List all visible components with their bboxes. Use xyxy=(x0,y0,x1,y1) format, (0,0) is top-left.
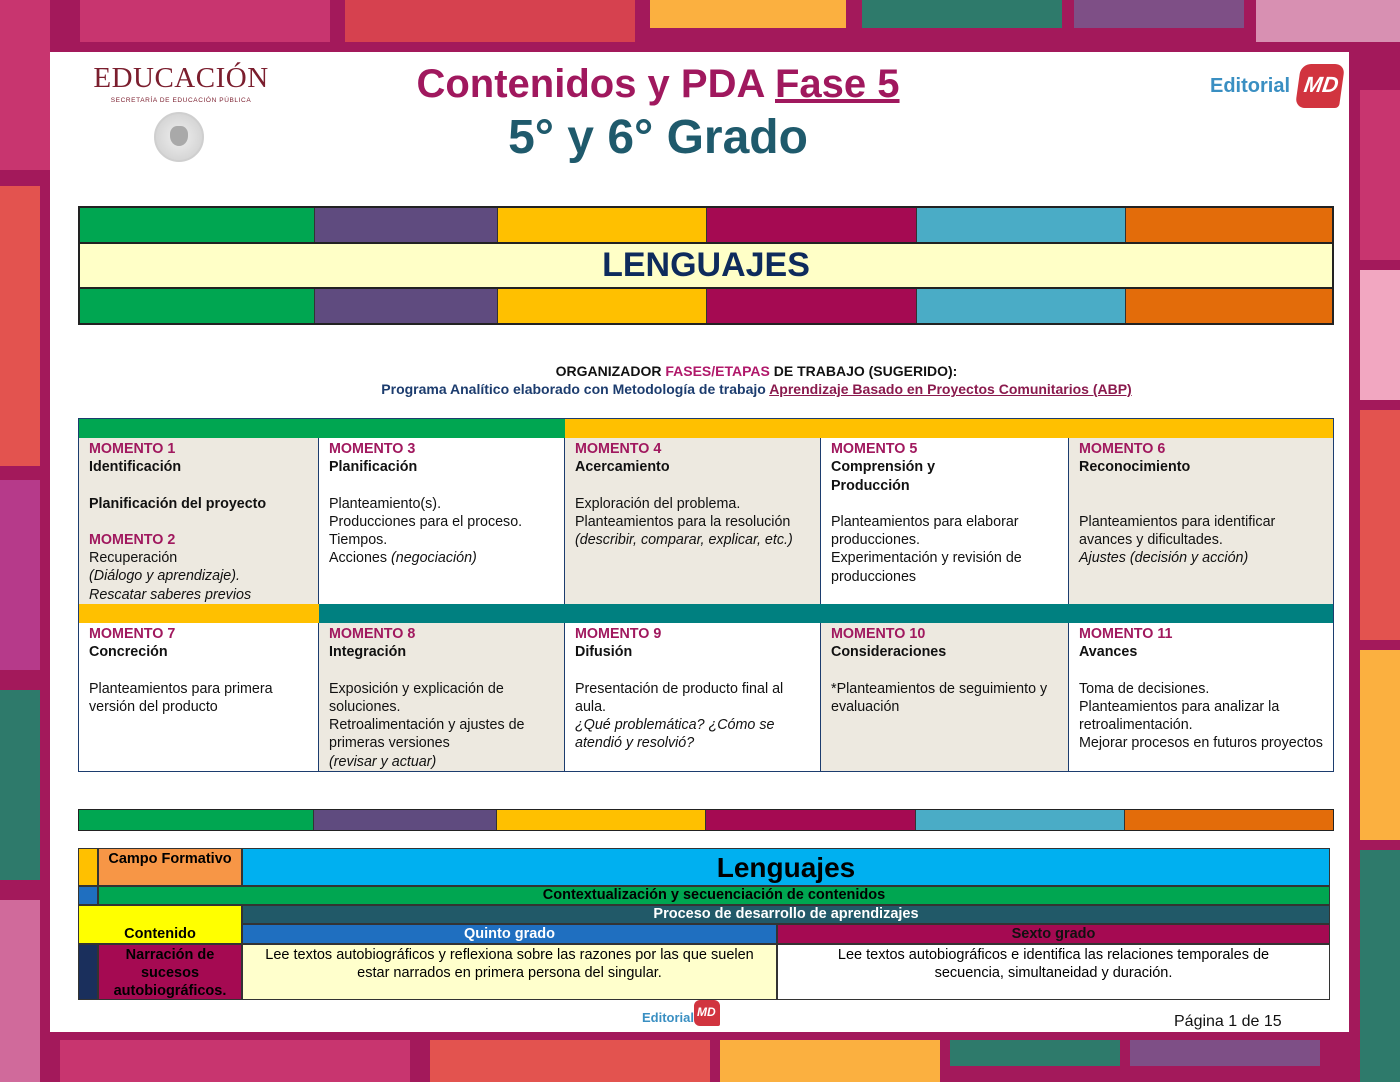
moment-title: Comprensión y Producción xyxy=(831,459,936,494)
frame-tile xyxy=(1360,850,1400,1082)
moment-title: Difusión xyxy=(575,644,633,661)
moments-bar-yellow xyxy=(79,604,319,623)
moment-text: Exploración del problema. xyxy=(575,495,741,512)
contenido-cell xyxy=(98,944,242,1000)
title-part2: Fase 5 xyxy=(775,62,900,106)
frame-tile xyxy=(720,1040,940,1082)
moment-cell xyxy=(79,438,319,604)
lenguajes-band: LENGUAJES xyxy=(78,244,1334,287)
moment-text: Rescatar saberes previos xyxy=(89,586,252,603)
process-row-text: Proceso de desarrollo de aprendizajes xyxy=(653,906,919,922)
moments-grid xyxy=(78,418,1334,772)
frame-tile xyxy=(1074,0,1244,28)
process-row xyxy=(242,905,1330,924)
color-stripe-bottom xyxy=(78,809,1334,831)
moment-text: Planteamientos para identificar avances y dificultades. xyxy=(1079,513,1276,548)
moment-text: Tiempos. xyxy=(329,532,388,549)
campo-formativo-value xyxy=(242,848,1330,886)
page-subtitle: 5° y 6° Grado xyxy=(508,111,808,164)
brand-mark: MD xyxy=(1302,72,1341,97)
frame-tile xyxy=(80,0,330,42)
moment-heading: MOMENTO 8 xyxy=(329,626,416,642)
md-mark-icon xyxy=(1295,64,1345,108)
sexto-text: Sexto grado xyxy=(1011,926,1096,942)
table-accent xyxy=(78,886,98,905)
moment-text: (negociación) xyxy=(390,550,477,567)
frame-tile xyxy=(1256,0,1400,42)
title-part1: Contenidos y PDA xyxy=(416,62,775,106)
moment-text: Planteamientos para primera versión del producto xyxy=(89,680,273,715)
moments-bar-green xyxy=(79,419,565,438)
moment-title: Planificación del proyecto xyxy=(89,495,267,512)
organizer-text: ORGANIZADOR xyxy=(555,363,666,379)
frame-tile xyxy=(0,690,40,880)
quinto-grado-cell xyxy=(242,944,777,1000)
moment-title: Avances xyxy=(1079,644,1138,661)
moment-text: Toma de decisiones. xyxy=(1079,680,1210,697)
contents-table xyxy=(78,848,1330,1000)
frame-tile xyxy=(430,1040,710,1082)
frame-tile xyxy=(1360,270,1400,400)
moments-bar-yellow xyxy=(565,419,1333,438)
frame-tile xyxy=(862,0,1062,28)
frame-tile xyxy=(650,0,846,28)
moment-heading: MOMENTO 5 xyxy=(831,441,918,457)
frame-tile xyxy=(950,1040,1120,1066)
color-stripe-middle xyxy=(78,287,1334,325)
moment-text: *Planteamientos de seguimiento y evaluación xyxy=(831,680,1048,715)
moment-cell xyxy=(319,438,565,604)
moment-title: Consideraciones xyxy=(831,644,947,661)
page-number: Página 1 de 15 xyxy=(1174,1013,1282,1030)
moment-text: Planteamientos para analizar la retroalimentación. xyxy=(1079,698,1280,734)
moment-heading: MOMENTO 11 xyxy=(1079,626,1173,642)
moment-cell xyxy=(79,623,319,771)
frame-tile xyxy=(0,480,40,670)
moment-heading: MOMENTO 3 xyxy=(329,441,416,457)
moment-text: Planteamiento(s). xyxy=(329,495,442,512)
moment-heading: MOMENTO 9 xyxy=(575,626,662,642)
moment-heading: MOMENTO 1 xyxy=(89,441,176,457)
abp-link[interactable]: Aprendizaje Basado en Proyectos Comunitarios (ABP) xyxy=(769,381,1132,397)
contenido-text: Narración de sucesos autobiográficos. xyxy=(113,947,227,999)
mexico-seal-icon xyxy=(154,112,204,162)
moment-cell xyxy=(1069,623,1333,771)
moment-text: Producciones para el proceso. xyxy=(329,513,523,530)
moment-text: (revisar y actuar) xyxy=(329,753,437,770)
moment-text: Planteamientos para la resolución xyxy=(575,513,791,530)
frame-tile xyxy=(60,1040,410,1082)
moment-title: Reconocimiento xyxy=(1079,459,1191,476)
moment-text: Recuperación xyxy=(89,550,178,567)
organizer-heading xyxy=(50,363,1349,379)
moment-text: Planteamientos para elaborar producciones. xyxy=(831,513,1019,549)
brand-text: Editorial xyxy=(1210,75,1291,97)
moment-cell xyxy=(565,438,821,604)
contenido-header xyxy=(78,905,242,944)
table-accent xyxy=(78,944,98,1000)
color-stripe-top xyxy=(78,206,1334,244)
organizer-methodology: Programa Analítico elaborado con Metodología de trabajo xyxy=(381,381,770,397)
table-accent xyxy=(78,848,98,886)
moment-text: Acciones xyxy=(329,550,391,567)
moment-text: Presentación de producto final al aula. xyxy=(575,680,784,715)
moment-heading: MOMENTO 6 xyxy=(1079,441,1166,457)
document-page xyxy=(50,52,1349,1032)
campo-value-text: Lenguajes xyxy=(716,852,856,883)
moment-heading: MOMENTO 10 xyxy=(831,626,926,642)
frame-tile xyxy=(1130,1040,1320,1066)
moment-text: (Diálogo y aprendizaje). xyxy=(89,568,240,585)
frame-tile xyxy=(0,900,40,1082)
moment-cell xyxy=(319,623,565,771)
quinto-text: Quinto grado xyxy=(463,926,555,942)
frame-tile xyxy=(0,186,40,466)
sexto-grado-header xyxy=(777,924,1330,944)
sep-logo-main: EDUCACIÓN xyxy=(93,62,269,94)
organizer-subheading xyxy=(50,381,1349,397)
moment-cell xyxy=(821,623,1069,771)
context-row xyxy=(98,886,1330,905)
moment-text: (describir, comparar, explicar, etc.) xyxy=(575,532,793,549)
moment-cell xyxy=(565,623,821,771)
frame-tile xyxy=(345,0,635,42)
footer-brand-mark: MD xyxy=(697,1005,716,1019)
campo-label-text: Campo Formativo xyxy=(108,851,232,867)
sep-logo xyxy=(86,62,276,104)
frame-tile xyxy=(0,0,50,170)
quinto-grado-header xyxy=(242,924,777,944)
sexto-grado-cell xyxy=(777,944,1330,1000)
footer-brand-text: Editorial xyxy=(642,1010,695,1025)
moment-text: ¿Qué problemática? ¿Cómo se atendió y resolvió? xyxy=(575,717,775,752)
frame-tile xyxy=(1360,90,1400,260)
moment-cell xyxy=(821,438,1069,604)
moment-title: Planificación xyxy=(329,459,418,476)
sexto-pda-text: Lee textos autobiográficos e identifica las relaciones temporales de secuencia, simultaneidad y duración. xyxy=(837,947,1270,981)
sep-logo-sub: SECRETARÍA DE EDUCACIÓN PÚBLICA xyxy=(110,97,252,104)
moment-title: Acercamiento xyxy=(575,459,670,476)
frame-tile xyxy=(1360,650,1400,840)
moment-title: Integración xyxy=(329,644,407,661)
quinto-pda-text: Lee textos autobiográficos y reflexiona sobre las razones por las que suelen estar narrados en primera persona del singular. xyxy=(265,947,754,981)
editorial-md-logo xyxy=(1210,64,1342,110)
moment-text: Experimentación y revisión de producciones xyxy=(831,550,1022,585)
moments-bar-teal xyxy=(319,604,1333,623)
context-row-text: Contextualización y secuenciación de contenidos xyxy=(542,887,886,903)
moment-text: Exposición y explicación de soluciones. xyxy=(329,680,504,715)
moment-title: Identificación xyxy=(89,459,182,476)
organizer-phases: FASES/ETAPAS xyxy=(665,363,770,379)
moment-heading: MOMENTO 2 xyxy=(89,531,176,548)
moment-text: Retroalimentación y ajustes de primeras versiones xyxy=(329,717,525,752)
md-mark-icon xyxy=(694,1000,720,1026)
contenido-label-text: Contenido xyxy=(124,926,196,942)
moment-text: Mejorar procesos en futuros proyectos xyxy=(1079,735,1323,752)
moment-text: Ajustes (decisión y acción) xyxy=(1079,550,1249,567)
moment-heading: MOMENTO 7 xyxy=(89,626,176,642)
moment-cell xyxy=(1069,438,1333,604)
campo-formativo-label xyxy=(98,848,242,886)
footer-editorial-logo xyxy=(642,998,724,1030)
frame-tile xyxy=(1360,410,1400,640)
moment-heading: MOMENTO 4 xyxy=(575,441,662,457)
moment-title: Concreción xyxy=(89,644,168,661)
organizer-text: DE TRABAJO (SUGERIDO): xyxy=(769,363,958,379)
page-title xyxy=(398,62,918,107)
